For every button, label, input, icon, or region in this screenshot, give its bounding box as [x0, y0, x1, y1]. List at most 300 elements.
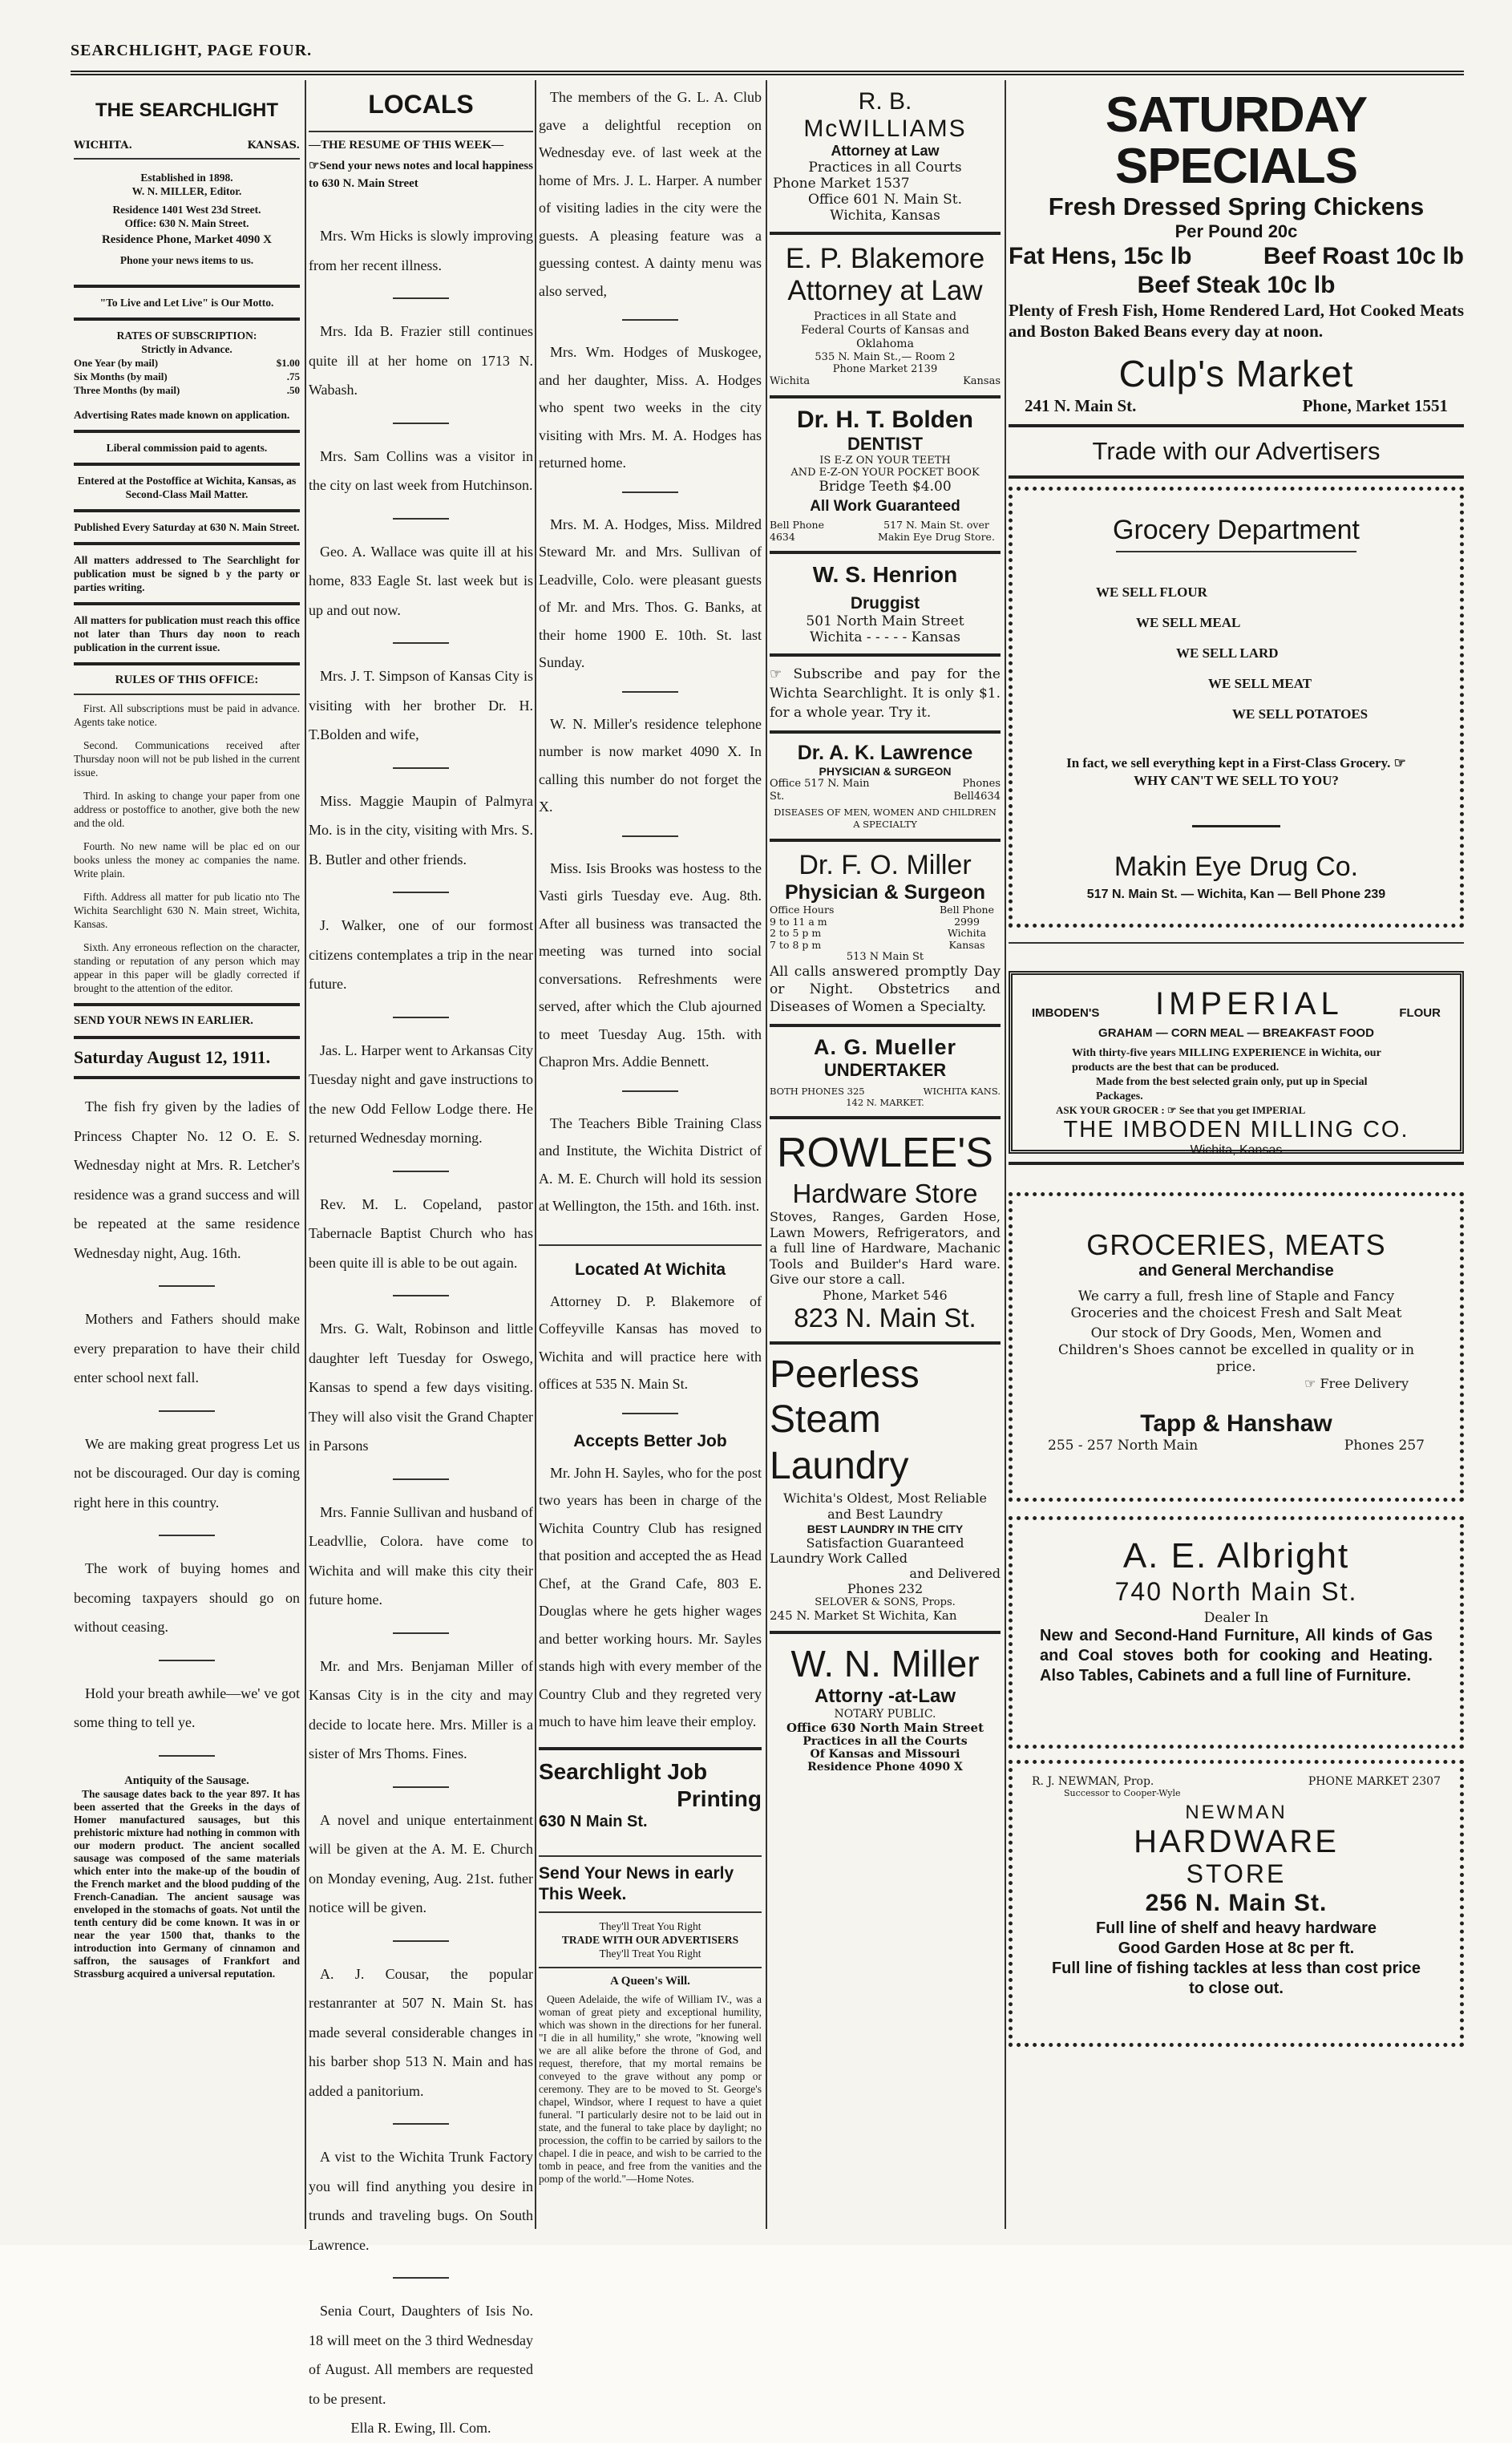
- ad-name: Culp's Market: [1118, 353, 1354, 394]
- page-header: SEARCHLIGHT, PAGE FOUR.: [71, 42, 313, 59]
- trade-with-advertisers-title: Trade with our Advertisers: [1092, 437, 1381, 465]
- ad-name: W. S. Henrion: [812, 562, 958, 587]
- located-title: Located At Wichita: [574, 1260, 726, 1279]
- send-early-notice: Send Your News in early This Week.: [539, 1863, 734, 1903]
- ad-line: NOTARY PUBLIC.: [834, 1707, 936, 1721]
- ad-state: Kansas: [963, 375, 1001, 387]
- ad-line: and Delivered: [909, 1565, 1001, 1581]
- divider: [393, 2123, 449, 2125]
- newman-header: [1032, 1775, 1441, 1788]
- rule-item: Second. Communications received after Thursday noon will not be pub lished in the current issue.: [74, 739, 300, 779]
- ad-bolden: [770, 406, 1001, 543]
- rule: [74, 694, 300, 695]
- ad-line: Stoves, Ranges, Garden Hose, Lawn Mowers, Refrigerators, and a full line of Hardware, Machanic Tools and Builder's Hard ware. Give our store a call.: [770, 1209, 1001, 1287]
- divider: [393, 518, 449, 520]
- ad-mueller: [770, 1035, 1001, 1108]
- rule: [770, 232, 1001, 235]
- ad-line: ASK YOUR GROCER : ☞ See that you get IMPERIAL: [1056, 1104, 1306, 1116]
- ad-line: Laundry Work Called: [770, 1550, 908, 1566]
- ad-line: GRAHAM — CORN MEAL — BREAKFAST FOOD: [1098, 1026, 1374, 1040]
- ad-name: McWILLIAMS: [803, 115, 967, 142]
- masthead-residence: Residence 1401 West 23d Street.: [112, 204, 261, 216]
- located-text: Attorney D. P. Blakemore of Coffeyville Kansas has moved to Wichita and will practice here with offices at 535 N. Main St.: [539, 1292, 762, 1392]
- local-item: A vist to the Wichita Trunk Factory you will find anything you desire in trunds and traveling bugs. On South Lawrence.: [309, 2149, 533, 2253]
- ad-name: HARDWARE: [1134, 1824, 1339, 1859]
- rule: [74, 1036, 300, 1039]
- ad-address: 513 N Main St: [846, 951, 924, 963]
- ad-name: Dr. A. K. Lawrence: [797, 742, 973, 764]
- ad-hours-list: [770, 904, 834, 951]
- ad-blakemore: [770, 243, 1001, 387]
- rule: [74, 662, 300, 665]
- rule: [74, 158, 300, 160]
- local-item: J. Walker, one of our formost citizens contemplates a trip in the near future.: [309, 917, 533, 992]
- ad-title: Hardware Store: [792, 1179, 978, 1208]
- rule: [1116, 551, 1356, 552]
- ad-phone: Bell Phone 2999: [940, 904, 994, 928]
- ad-line: SELOVER & SONS, Props.: [815, 1596, 956, 1608]
- column-locals: [309, 83, 533, 2436]
- local-item: Mrs. Ida B. Frazier still continues quite ill at her home on 1713 N. Wabash.: [309, 323, 533, 398]
- local-item: Miss. Maggie Maupin of Palmyra Mo. is in the city, visiting with Mrs. S. B. Butler and other friends.: [309, 792, 533, 868]
- ad-line: BEST LAUNDRY IN THE CITY: [807, 1522, 964, 1535]
- send-news-notice: SEND YOUR NEWS IN EARLIER.: [74, 1014, 253, 1027]
- ad-line: and General Merchandise: [1138, 1262, 1334, 1280]
- local-item: A novel and unique entertainment will be given at the A. M. E. Church on Monday evening, Aug. 21st. futher notice will be given.: [309, 1811, 533, 1915]
- ad-name: A. E. Albright: [1122, 1536, 1350, 1575]
- divider: [159, 1660, 215, 1661]
- ad-phone: Bell Phone 4634: [770, 519, 824, 543]
- ad-line: Fresh Dressed Spring Chickens: [1048, 192, 1425, 220]
- column-news: [539, 83, 762, 2229]
- ad-line: DISEASES OF MEN, WOMEN AND CHILDREN A SPECIALTY: [774, 807, 997, 830]
- ad-address: 517 N. Main St. — Wichita, Kan — Bell Phone 239: [1086, 888, 1386, 901]
- ad-address: 245 N. Market St Wichita, Kan: [770, 1608, 957, 1623]
- imboden-pre: IMBODEN'S: [1032, 1006, 1100, 1020]
- divider: [393, 1017, 449, 1018]
- issue-date: Saturday August 12, 1911.: [74, 1047, 271, 1067]
- ad-contact: [770, 778, 1001, 803]
- ad-line: Office 630 North Main Street: [786, 1720, 984, 1735]
- rule: [539, 1855, 762, 1857]
- news-item: W. N. Miller's residence telephone number is now market 4090 X. In calling this number do not forget the X.: [539, 715, 762, 815]
- ad-line: Office 601 N. Main St.: [807, 192, 963, 208]
- sausage-title: Antiquity of the Sausage.: [124, 1774, 249, 1787]
- rule-item: Fifth. Address all matter for pub licatio nto The Wichita Searchlight 630 N. Main street, Wichita, Kansas.: [74, 891, 300, 930]
- rule: [539, 1911, 762, 1913]
- divider: [622, 319, 678, 321]
- ad-line: Wichita, Kansas: [830, 208, 940, 224]
- locals-title: LOCALS: [368, 90, 474, 119]
- rule-item: Fourth. No new name will be plac ed on our books unless the money ac companies the name. Write plain.: [74, 840, 300, 880]
- rates-sub: Strictly in Advance.: [141, 343, 232, 355]
- ad-title: DENTIST: [847, 434, 924, 454]
- news-item: We are making great progress Let us not be discouraged. Our day is coming right here in this country.: [74, 1435, 300, 1511]
- ad-hour: 2 to 5 p m: [770, 927, 822, 939]
- ad-hours: [770, 904, 1001, 951]
- news-item: Hold your breath awhile—we' ve got some thing to tell ye.: [74, 1685, 300, 1730]
- imboden-post: FLOUR: [1399, 1006, 1441, 1020]
- ad-line: Wichita's Oldest, Most Reliable and Best Laundry: [783, 1490, 987, 1522]
- ad-title: Druggist: [850, 594, 920, 613]
- ad-name: Steam: [770, 1397, 881, 1441]
- grocery-note: In fact, we sell everything kept in a First-Class Grocery. ☞ WHY CAN'T WE SELL TO YOU?: [1066, 755, 1406, 788]
- rule: [770, 395, 1001, 398]
- ad-line: We carry a full, fresh line of Staple and Fancy Groceries and the choicest Fresh and Salt Meat: [1070, 1288, 1402, 1321]
- divider: [393, 1940, 449, 1942]
- ad-line: Dealer In: [1203, 1610, 1269, 1626]
- grocery-item: WE SELL MEAL: [1136, 615, 1241, 630]
- rule: [74, 509, 300, 512]
- rate-price: .50: [286, 384, 300, 396]
- news-item: The members of the G. L. A. Club gave a delightful reception on Wednesday eve. of last week at the home of Mrs. J. L. Harper. A number of visiting ladies in the city were the guests. A pleasing feature was a guessing contest. A dainty menu was also served,: [539, 89, 762, 299]
- rule: [309, 131, 533, 132]
- rules-title: RULES OF THIS OFFICE:: [115, 673, 259, 686]
- divider: [622, 1413, 678, 1414]
- local-item: Geo. A. Wallace was quite ill at his home, 833 Eagle St. last week but is up and out now.: [309, 543, 533, 618]
- ad-hour: 9 to 11 a m: [770, 915, 827, 928]
- treat-right: They'll Treat You Right: [599, 1947, 701, 1960]
- column-ads: [770, 83, 1001, 2229]
- advertising-note: Advertising Rates made known on application.: [74, 409, 290, 421]
- ad-city: Wichita Kansas: [947, 927, 987, 951]
- entered-note: Entered at the Postoffice at Wichita, Kansas, as Second-Class Mail Matter.: [77, 475, 297, 500]
- ad-line: Satisfaction Guaranteed: [806, 1535, 964, 1551]
- masthead-phone-note: Phone your news items to us.: [119, 254, 254, 266]
- ad-prices: [1009, 242, 1464, 271]
- ad-city: WICHITA KANS.: [923, 1086, 1001, 1097]
- ad-name: R. B.: [858, 88, 912, 115]
- ad-phone: Phones 257: [1344, 1438, 1425, 1454]
- ad-line: Practices in all Courts: [808, 160, 962, 176]
- column-masthead: [74, 83, 300, 2229]
- local-item: A. J. Cousar, the popular restanranter at 507 N. Main St. has made several considerable changes in his barber shop 513 N. Main and has added a panitorium.: [309, 1965, 533, 2099]
- column-big-ads: [1009, 83, 1464, 2229]
- masthead-established: Established in 1898.: [140, 172, 233, 184]
- column-rule: [1005, 80, 1006, 2229]
- divider: [159, 1755, 215, 1757]
- rule: [1009, 942, 1464, 944]
- divider: [393, 1786, 449, 1788]
- news-item: The fish fry given by the ladies of Princess Chapter No. 12 O. E. S. Wednesday night at Mrs. R. Letcher's residence was a grand success and will be repeated at the same residence Wednesday night, Aug. 16th.: [74, 1098, 300, 1261]
- rule: [539, 1967, 762, 1968]
- divider: [159, 1285, 215, 1287]
- ad-line: Good Garden Hose at 8c per ft.: [1118, 1939, 1355, 1957]
- imboden-title: IMPERIAL: [1155, 986, 1344, 1021]
- ad-rowlee: [770, 1127, 1001, 1333]
- ad-line: Phone Market 2139: [832, 363, 938, 375]
- grocery-item: WE SELL LARD: [1176, 645, 1279, 661]
- divider: [393, 1632, 449, 1634]
- rule: [74, 542, 300, 545]
- rule: [74, 318, 300, 321]
- news-item: The Teachers Bible Training Class and Institute, the Wichita District of A. M. E. Church will hold its session at Wellington, the 15th. and 16th. inst.: [539, 1114, 762, 1214]
- ad-line: IS E-Z ON YOUR TEETH: [819, 455, 951, 467]
- rule: [74, 1003, 300, 1006]
- ad-line: New and Second-Hand Furniture, All kinds of Gas and Coal stoves both for cooking and Heating. Also Tables, Cabinets and a full line of Furniture.: [1040, 1627, 1433, 1685]
- price-beef-roast: Beef Roast 10c lb: [1263, 243, 1464, 269]
- rule: [770, 730, 1001, 734]
- grocery-item: WE SELL FLOUR: [1096, 584, 1207, 600]
- masthead-phone: Residence Phone, Market 4090 X: [101, 233, 273, 246]
- ad-contact: [770, 519, 1001, 543]
- commission-note: Liberal commission paid to agents.: [106, 442, 268, 454]
- ad-name: NEWMAN: [1185, 1802, 1288, 1823]
- ad-line: Full line of fishing tackles at less than cost price to close out.: [1051, 1960, 1421, 1997]
- ad-phone: Phone, Market 546: [823, 1287, 948, 1303]
- accepts-title: Accepts Better Job: [573, 1431, 727, 1450]
- ad-name: STORE: [1186, 1859, 1287, 1888]
- rule: [1009, 424, 1464, 427]
- ad-name: E. P. Blakemore: [785, 243, 985, 274]
- ad-title: UNDERTAKER: [823, 1060, 947, 1080]
- job-printing-title: Searchlight Job: [539, 1758, 708, 1784]
- ad-title: Attorney at Law: [787, 275, 983, 306]
- divider: [622, 1090, 678, 1092]
- ad-peerless: [770, 1353, 1001, 1623]
- ad-line: Practices in all State and Federal Courts of Kansas and Oklahoma: [801, 310, 969, 350]
- divider: [393, 1295, 449, 1296]
- rate-label: Three Months (by mail): [74, 384, 180, 396]
- ad-title: Grocery Department: [1113, 515, 1360, 545]
- rule: [770, 1024, 1001, 1027]
- ad-name: W. N. Miller: [790, 1642, 980, 1685]
- subscribe-notice: ☞ Subscribe and pay for the Wichta Searchlight. It is only $1. for a whole year. Try it.: [770, 666, 1001, 721]
- rule: [539, 1244, 762, 1246]
- ad-fo-miller: [770, 850, 1001, 1016]
- rule: [770, 1116, 1001, 1119]
- rule: [74, 1076, 300, 1079]
- locals-signature: Ella R. Ewing, Ill. Com.: [350, 2420, 491, 2436]
- ad-line: With thirty-five years MILLING EXPERIENCE in Wichita, our products are the best that can be produced.: [1072, 1047, 1381, 1074]
- divider: [159, 1410, 215, 1412]
- trade-with-advertisers: TRADE WITH OUR ADVERTISERS: [561, 1933, 739, 1946]
- ad-phone: BOTH PHONES 325: [770, 1086, 865, 1097]
- ad-name: THE IMBODEN MILLING CO.: [1063, 1117, 1409, 1143]
- ad-office: Office 517 N. Main St.: [770, 778, 870, 803]
- rule: [770, 1341, 1001, 1345]
- local-item: Mrs. G. Walt, Robinson and little daughter left Tuesday for Oswego, Kansas to spend a few days visiting. They will also visit the Grand Chapter in Parsons: [309, 1321, 533, 1454]
- local-item: Mrs. Sam Collins was a visitor in the city on last week from Hutchinson.: [309, 447, 533, 493]
- ad-address: 517 N. Main St. over Makin Eye Drug Store.: [878, 519, 995, 543]
- rate-label: One Year (by mail): [74, 357, 159, 369]
- ad-line: ☞ Free Delivery: [1304, 1376, 1409, 1391]
- newman-successor: Successor to Cooper-Wyle: [1064, 1788, 1181, 1798]
- accepts-text: Mr. John H. Sayles, who for the post two years has been in charge of the Wichita Country Club has resigned that position and accepted the as Head Chef, at the Grand Cafe, 803 E. Douglas where he gets higher wages and better working hours. Mr. Sayles stands high with every member of the Country Club and they regreted very much to have him leave their employ.: [539, 1464, 762, 1729]
- rule: [1009, 475, 1464, 479]
- news-item: Mrs. Wm. Hodges of Muskogee, and her daughter, Miss. A. Hodges who spent two weeks in the city visiting with Mrs. M. A. Hodges has returned home.: [539, 344, 762, 471]
- local-item: Mr. and Mrs. Benjaman Miller of Kansas City is in the city and may decide to locate here. Mrs. Miller is a sister of Mrs Thoms. Fines.: [309, 1657, 533, 1761]
- ad-line: All Work Guaranteed: [810, 498, 960, 515]
- sausage-text: The sausage dates back to the year 897. It has been asserted that the Greeks in the days of Homer manufactured sausages, but this prehistoric mixture had nothing in common with our modern product. The ancient socalled sausage was composed of the same materials which enter into the make-up of the boudin of the French market and the blood pudding of the French-Canadian. The ancient sausage was enveloped in the stomachs of goats. Not until the tenth century did be come known. It was in or near the year 1500 that, thanks to the introduction into Germany of cinnamon and saffron, the sausages of Frankfort and Strassburg acquired a universal reputation.: [74, 1787, 300, 1980]
- local-item: Mrs. J. T. Simpson of Kansas City is visiting with her brother Dr. H. T.Bolden and wife,: [309, 668, 533, 742]
- ad-makin-grocery: [1009, 487, 1464, 928]
- ad-line: Made from the best selected grain only, put up in Special Packages.: [1096, 1076, 1368, 1102]
- divider: [393, 1478, 449, 1480]
- ad-culps-market: [1009, 87, 1464, 416]
- ad-name: Peerless: [770, 1353, 920, 1396]
- ad-name: Tapp & Hanshaw: [1140, 1410, 1332, 1437]
- rule: [770, 1631, 1001, 1634]
- divider: [393, 2277, 449, 2279]
- divider: [622, 835, 678, 837]
- local-item: Mrs. Fannie Sullivan and husband of Leadvllie, Colora. have come to Wichita and will make this city their future home.: [309, 1503, 533, 1608]
- ad-contact: [1032, 1438, 1441, 1454]
- ad-line: 535 N. Main St.,— Room 2: [815, 351, 956, 363]
- ad-hour: 7 to 8 p m: [770, 938, 822, 951]
- rule: [74, 285, 300, 288]
- job-printing-title: Printing: [677, 1786, 762, 1811]
- ad-line: Residence Phone 4090 X: [807, 1760, 963, 1774]
- ad-name: A. G. Mueller: [813, 1035, 957, 1059]
- divider: [393, 892, 449, 893]
- matters-note: All matters for publication must reach this office not later than Thurs day noon to reach publication in the current issue.: [74, 614, 300, 653]
- ad-tapp-hanshaw: [1009, 1192, 1464, 1502]
- masthead-title: THE SEARCHLIGHT: [95, 99, 278, 121]
- saturday-specials-title: SATURDAY SPECIALS: [1105, 87, 1368, 194]
- ad-phone: Phones Bell4634: [953, 778, 1001, 803]
- grocery-item: WE SELL POTATOES: [1232, 706, 1368, 722]
- queens-will-title: A Queen's Will.: [610, 1974, 690, 1988]
- ad-line: Per Pound 20c: [1174, 221, 1298, 241]
- rate-row: [74, 356, 300, 370]
- divider: [393, 642, 449, 644]
- rates-title: RATES OF SUBSCRIPTION:: [116, 330, 257, 342]
- divider: [159, 1535, 215, 1536]
- ad-contact: [770, 1086, 1001, 1097]
- ad-hours-title: Office Hours: [770, 904, 835, 916]
- masthead-editor: W. N. MILLER, Editor.: [131, 185, 242, 197]
- local-item: Mrs. Wm Hicks is slowly improving from her recent illness.: [309, 228, 533, 273]
- ad-phone: Phone, Market 1551: [1302, 396, 1448, 415]
- news-item: The work of buying homes and becoming taxpayers should go on without ceasing.: [74, 1560, 300, 1635]
- rule: [770, 551, 1001, 554]
- ad-title: Attorney at Law: [831, 143, 940, 159]
- ad-city: Wichita, Kansas: [1190, 1143, 1283, 1157]
- ad-mcwilliams: [770, 83, 1001, 224]
- newman-prop: R. J. NEWMAN, Prop.: [1032, 1775, 1154, 1788]
- price-fat-hens: Fat Hens, 15c lb: [1009, 243, 1192, 269]
- ad-line: 501 North Main Street: [806, 613, 964, 629]
- masthead-state: KANSAS.: [247, 140, 300, 152]
- rule: [74, 602, 300, 605]
- ad-line: Of Kansas and Missouri: [810, 1747, 960, 1761]
- rate-row: [74, 370, 300, 383]
- rule: [74, 463, 300, 466]
- ad-title: GROCERIES, MEATS: [1086, 1228, 1386, 1261]
- ad-lawrence: [770, 742, 1001, 831]
- ad-address: 241 N. Main St.: [1025, 396, 1137, 415]
- queens-will-text: Queen Adelaide, the wife of William IV., was a woman of great piety and exceptional humility, which was shown in the directions for her funeral. "I die in all humility," she wrote, "knowing well we are all alike before the throne of God, and request, therefore, that my mortal remains be conveyed to the grave without any pomp or ceremony. They are to be moved to St. George's chapel, Windsor, where I request to have a quiet funeral. "I particularly desire not to be laid out in state, and the funeral to take place by daylight; no procession, the coffin to be carried by sailors to the chapel. I die in peace, and wish to be carried to the tomb in peace, and free from the vanities and the pomp of the world."—Home Notes.: [539, 1992, 762, 2185]
- ad-line: Full line of shelf and heavy hardware: [1095, 1919, 1377, 1937]
- rule: [74, 430, 300, 433]
- published-note: Published Every Saturday at 630 N. Main Street.: [74, 521, 300, 533]
- rule-item: First. All subscriptions must be paid in advance. Agents take notice.: [74, 702, 300, 728]
- rule: [1192, 825, 1280, 827]
- ad-address: 740 North Main St.: [1114, 1577, 1358, 1606]
- rule-item: Sixth. Any erroneous reflection on the character, standing or reputation of any person which may appear in this paper will be gladly corrected if brought to the attention of the editor.: [74, 941, 300, 994]
- rule: [770, 839, 1001, 842]
- ad-line: Our stock of Dry Goods, Men, Women and Children's Shoes cannot be excelled in quality or in price.: [1057, 1325, 1415, 1375]
- ad-line: Wichita - - - - - Kansas: [810, 629, 960, 645]
- masthead-city: WICHITA.: [74, 140, 132, 152]
- ad-line: Plenty of Fresh Fish, Home Rendered Lard, Hot Cooked Meats and Boston Baked Beans every day at noon.: [1009, 301, 1464, 341]
- ad-contact: [1009, 396, 1464, 416]
- rule-item: Third. In asking to change your paper from one address or postoffice to another, give both the new and the old.: [74, 790, 300, 829]
- ad-line: Phone Market 1537: [773, 176, 910, 192]
- imboden-title-row: [1032, 988, 1441, 1020]
- ad-name: Dr. H. T. Bolden: [796, 406, 974, 433]
- rate-price: .75: [286, 370, 300, 382]
- rate-label: Six Months (by mail): [74, 370, 168, 382]
- ad-phone: Phones 232: [847, 1580, 924, 1596]
- ad-location: [770, 375, 1001, 387]
- masthead-motto: "To Live and Let Live" is Our Motto.: [99, 297, 274, 309]
- divider: [393, 423, 449, 424]
- ad-phone-block: [933, 904, 1001, 951]
- divider: [622, 491, 678, 493]
- ad-albright: [1009, 1516, 1464, 1749]
- local-item: Jas. L. Harper went to Arkansas City Tuesday night and gave instructions to the new Odd Fellow Lodge there. He returned Wednesday morning.: [309, 1042, 533, 1146]
- ad-wn-miller: [770, 1642, 1001, 1774]
- news-item: Mrs. M. A. Hodges, Miss. Mildred Steward Mr. and Mrs. Sullivan of Leadville, Colo. were pleasant guests of Mr. and Mrs. Thos. G. Banks, at their home 1900 E. 10th. St. last Sunday.: [539, 516, 762, 670]
- ad-name: Makin Eye Drug Co.: [1114, 851, 1359, 882]
- ad-name: ROWLEE'S: [777, 1130, 993, 1176]
- divider: [622, 691, 678, 693]
- ad-address: 142 N. MARKET.: [846, 1097, 924, 1108]
- matters-note: All matters addressed to The Searchlight for publication must be signed b y the party or parties writing.: [74, 554, 300, 593]
- ad-line: AND E-Z-ON YOUR POCKET BOOK: [790, 467, 980, 479]
- local-item: Rev. M. L. Copeland, pastor Tabernacle Baptist Church who has been quite ill is able to be out again.: [309, 1195, 533, 1271]
- rule: [770, 653, 1001, 657]
- rule: [539, 1747, 762, 1750]
- header-rule: [71, 71, 1464, 75]
- divider: [393, 1171, 449, 1172]
- ad-imboden-flour: [1009, 971, 1464, 1157]
- treat-right: They'll Treat You Right: [599, 1919, 701, 1932]
- ad-line: Practices in all the Courts: [802, 1734, 968, 1748]
- rate-price: $1.00: [276, 357, 300, 369]
- grocery-item: WE SELL MEAT: [1208, 676, 1312, 691]
- ad-line: All calls answered promptly Day or Night. Obstetrics and Diseases of Women a Specialty.: [770, 964, 1001, 1015]
- ad-address: 255 - 257 North Main: [1048, 1438, 1199, 1454]
- ad-address: 256 N. Main St.: [1145, 1890, 1328, 1916]
- ad-henrion: [770, 562, 1001, 645]
- ad-name: Laundry: [770, 1444, 909, 1487]
- ad-name: Dr. F. O. Miller: [798, 850, 972, 880]
- column-rule: [766, 80, 767, 2229]
- ad-address: 823 N. Main St.: [794, 1302, 976, 1333]
- local-item: Senia Court, Daughters of Isis No. 18 will meet on the 3 third Wednesday of August. All members are requested to be present.: [309, 2303, 533, 2407]
- ad-title: Attorny -at-Law: [815, 1685, 956, 1707]
- news-item: Miss. Isis Brooks was hostess to the Vasti girls Tuesday eve. Aug. 8th. After all business was transacted the meeting was turned into social conversations. Refreshments were served, after which the Club ajourned to meet Tuesday Aug. 15th. with Chapron Mrs. Addie Bennett.: [539, 859, 762, 1070]
- ad-title: PHYSICIAN & SURGEON: [819, 765, 952, 778]
- news-item: Mothers and Fathers should make every preparation to have their child enter school next fall.: [74, 1311, 300, 1385]
- ad-newman-hardware: [1009, 1760, 1464, 2047]
- rate-row: [74, 383, 300, 397]
- locals-send-notice: ☞Send your news notes and local happiness to 630 N. Main Street: [309, 160, 533, 190]
- newman-phone: PHONE MARKET 2307: [1308, 1775, 1441, 1788]
- rule: [1009, 1162, 1464, 1165]
- ad-city: Wichita: [770, 375, 811, 387]
- job-printing-address: 630 N Main St.: [539, 1812, 648, 1830]
- divider: [393, 297, 449, 299]
- masthead-location: [74, 140, 300, 152]
- column-rule: [305, 80, 306, 2229]
- masthead-office: Office: 630 N. Main Street.: [124, 217, 249, 229]
- price-beef-steak: Beef Steak 10c lb: [1137, 272, 1336, 298]
- ad-title: Physician & Surgeon: [784, 881, 986, 904]
